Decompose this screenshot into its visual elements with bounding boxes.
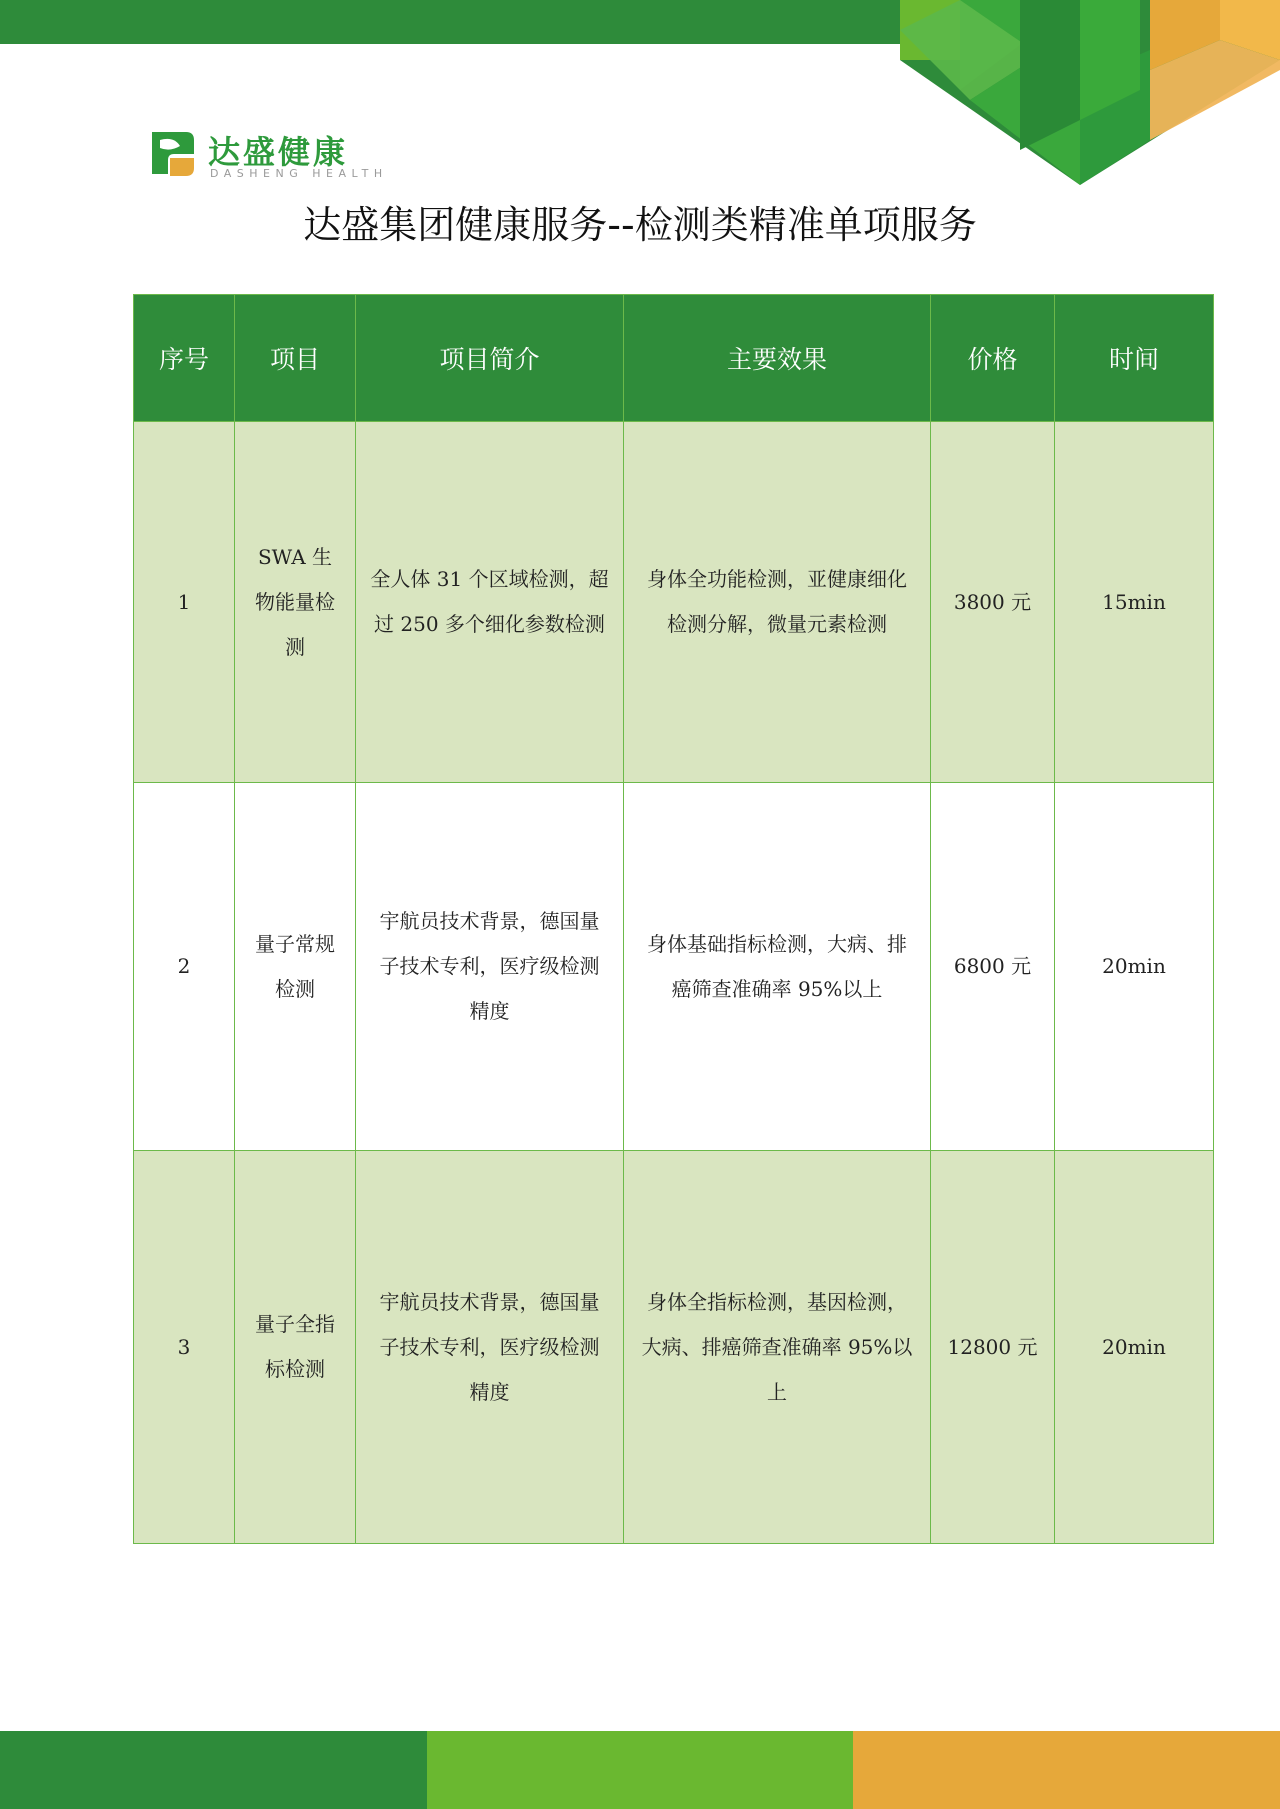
cell-no: 2 (134, 783, 235, 1151)
table-row (134, 783, 1214, 1151)
cell-price: 6800 元 (931, 783, 1055, 1151)
logo (146, 126, 406, 182)
cell-time: 15min (1055, 422, 1214, 783)
page-title: 达盛集团健康服务--检测类精准单项服务 (303, 203, 977, 247)
cell-no: 3 (134, 1151, 235, 1544)
footer-segment-orange (853, 1731, 1280, 1809)
cell-time: 20min (1055, 1151, 1214, 1544)
cell-item: 量子常规检测 (235, 783, 356, 1151)
header-effect: 主要效果 (624, 295, 931, 422)
logo-name-en: DASHENG HEALTH (210, 167, 388, 180)
footer-segment-light-green (427, 1731, 854, 1809)
cell-item: SWA 生物能量检测 (235, 422, 356, 783)
cell-effect: 身体基础指标检测，大病、排癌筛查准确率 95%以上 (624, 783, 931, 1151)
corner-decoration (900, 0, 1280, 190)
cell-item: 量子全指标检测 (235, 1151, 356, 1544)
footer-segment-dark-green (0, 1731, 427, 1809)
footer-band (0, 1731, 1280, 1809)
logo-name-cn: 达盛健康 (208, 133, 349, 171)
header-item: 项目 (235, 295, 356, 422)
service-table (133, 294, 1214, 1544)
cell-intro: 全人体 31 个区域检测，超过 250 多个细化参数检测 (356, 422, 624, 783)
logo-leaf-icon (146, 126, 200, 180)
cell-effect: 身体全功能检测，亚健康细化检测分解，微量元素检测 (624, 422, 931, 783)
cell-price: 3800 元 (931, 422, 1055, 783)
cell-no: 1 (134, 422, 235, 783)
cell-price: 12800 元 (931, 1151, 1055, 1544)
cell-intro: 宇航员技术背景，德国量子技术专利，医疗级检测精度 (356, 783, 624, 1151)
header-intro: 项目简介 (356, 295, 624, 422)
table-row (134, 422, 1214, 783)
header-no: 序号 (134, 295, 235, 422)
table-row (134, 1151, 1214, 1544)
header-price: 价格 (931, 295, 1055, 422)
header-time: 时间 (1055, 295, 1214, 422)
cell-time: 20min (1055, 783, 1214, 1151)
cell-effect: 身体全指标检测，基因检测，大病、排癌筛查准确率 95%以上 (624, 1151, 931, 1544)
cell-intro: 宇航员技术背景，德国量子技术专利，医疗级检测精度 (356, 1151, 624, 1544)
table-header-row (134, 295, 1214, 422)
